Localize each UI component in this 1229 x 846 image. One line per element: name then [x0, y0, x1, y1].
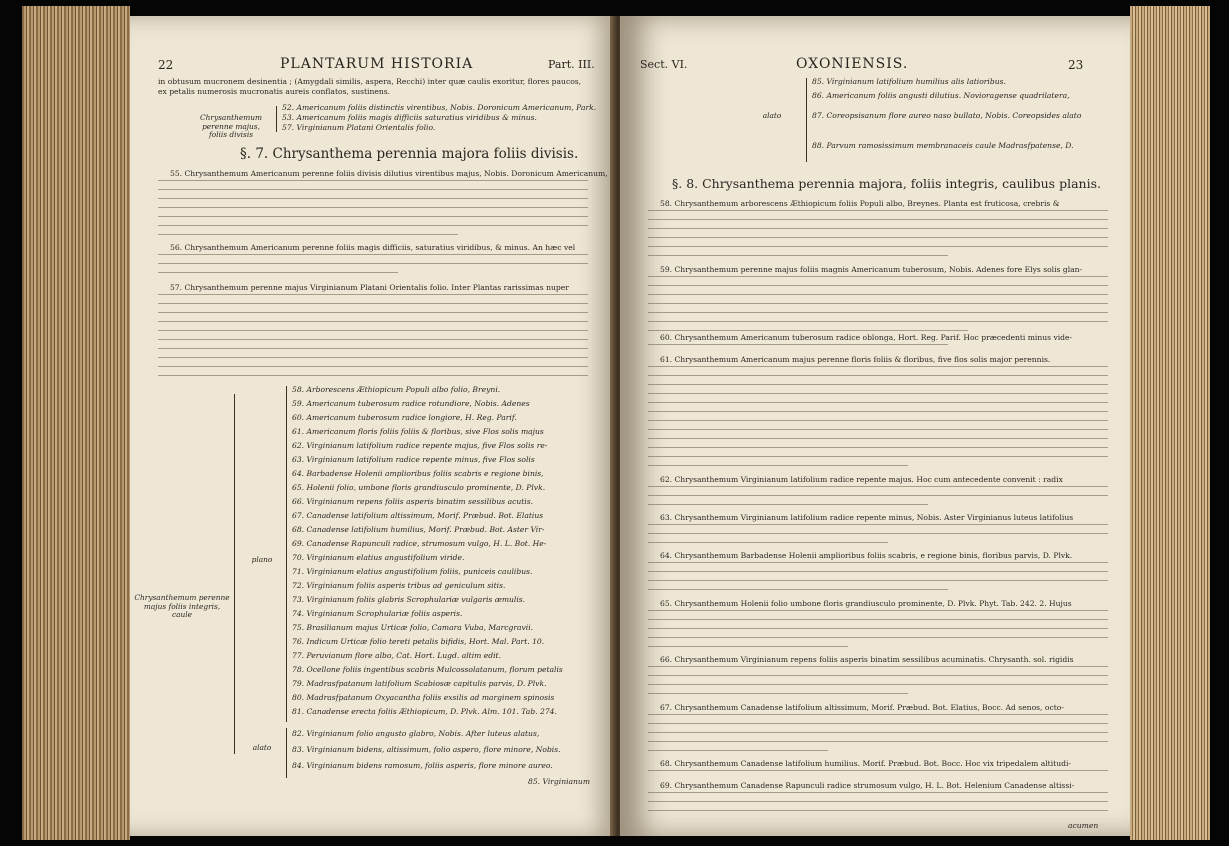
entry-head: 64. Chrysanthemum Barbadense Holenii amplioribus foliis scabris, e regione binis, floribus parvis, D. Plvk.: [660, 551, 1073, 560]
list-item: 82. Virginianum folio angusto glabro, Nobis. After luteus alatus,: [292, 729, 540, 738]
entry-head: 56. Chrysanthemum Americanum perenne foliis magis difficiis, saturatius viridibus, & minus. An hæc vel: [170, 243, 576, 252]
catchword: acumen: [1068, 821, 1099, 830]
running-head: OXONIENSIS.: [796, 56, 909, 72]
entry-head: 69. Chrysanthemum Canadense Rapunculi radice strumosum vulgo, H. L. Bot. Helenium Canadense altissi-: [660, 781, 1075, 790]
entry-head: 55. Chrysanthemum Americanum perenne foliis divisis dilutius virentibus majus, Nobis. Doronicum Americanum,: [170, 169, 608, 178]
entry-head: 68. Chrysanthemum Canadense latifolium humilius. Morif. Præbud. Bot. Bocc. Hoc vix tripedalem altitudi-: [660, 759, 1071, 768]
alato-label: alato: [252, 743, 272, 752]
list-item: 60. Americanum tuberosum radice longiore, H. Reg. Parif.: [292, 413, 517, 422]
alato-brace: [806, 78, 807, 162]
plano-label: plano: [251, 555, 273, 564]
list-item: 78. Ocellone foliis ingentibus scabris Mulcossolatanum, florum petalis: [292, 665, 563, 674]
page-number: 23: [1068, 58, 1084, 72]
list-item: 87. Coreopsisanum flore aureo naso bullato, Nobis. Coreopsides alato: [812, 111, 1082, 120]
list-item: 79. Madrasfpatanum latifolium Scabiosæ capitulis parvis, D. Plvk.: [292, 679, 547, 688]
group-label: Chrysanthemum perenne majus, foliis divisis: [200, 113, 262, 140]
entry-head: 60. Chrysanthemum Americanum tuberosum radice oblonga, Hort. Reg. Parif. Hoc præcedenti minus vide-: [660, 333, 1073, 342]
group-entry: 52. Americanum foliis distinctis virentibus, Nobis. Doronicum Americanum, Park.: [282, 103, 597, 112]
right-page: [620, 16, 1130, 836]
list-item: 62. Virginianum latifolium radice repente majus, five Flos solis re-: [292, 441, 548, 450]
left-page: [130, 16, 618, 836]
list-item: 69. Canadense Rapunculi radice, strumosum vulgo, H. L. Bot. He-: [292, 539, 547, 548]
entry-head: 62. Chrysanthemum Virginianum latifolium radice repente majus. Hoc cum antecedente convenit : radix: [660, 475, 1063, 484]
entry-head: 63. Chrysanthemum Virginianum latifolium radice repente minus, Nobis. Aster Virginianus luteus latifolius: [660, 513, 1074, 522]
intro-line: ex petalis numerosis mucronatis aureis conflatos, sustinens.: [158, 87, 391, 96]
list-item: 76. Indicum Urticæ folio tereti petalis bifidis, Hort. Mal. Part. 10.: [292, 637, 545, 646]
right-page-edges: [1130, 6, 1210, 840]
list-item: 63. Virginianum latifolium radice repente minus, five Flos solis: [292, 455, 535, 464]
plano-brace: [286, 386, 287, 722]
list-item: 83. Virginianum bidens, altissimum, folio aspero, flore minore, Nobis.: [292, 745, 561, 754]
page-number: 22: [158, 58, 174, 72]
list-item: 73. Virginianum foliis glabris Scrophulariæ vulgaris æmulis.: [292, 595, 526, 604]
list-item: 80. Madrasfpatanum Oxyacantha foliis exsilis ad marginem spinosis: [292, 693, 555, 702]
list-item: 77. Peruvianum flore albo, Cat. Hort. Lugd. altim edit.: [292, 651, 502, 660]
section-title: §. 7. Chrysanthema perennia majora foliis divisis.: [240, 146, 579, 162]
list-item: 75. Brasilianum majus Urticæ folio, Camara Vuba, Marcgravii.: [292, 623, 534, 632]
group-entry: 53. Americanum foliis magis difficiis saturatius viridibus & minus.: [282, 113, 537, 122]
entry-head: 65. Chrysanthemum Holenii folio umbone floris grandiusculo prominente, D. Plvk. Phyt. Tab. 242. 2. Hujus: [660, 599, 1072, 608]
running-head: PLANTARUM HISTORIA: [280, 56, 474, 72]
list-item: 71. Virginianum elatius angustifolium foliis, puniceis caulibus.: [292, 567, 533, 576]
list-item: 59. Americanum tuberosum radice rotundiore, Nobis. Adenes: [292, 399, 530, 408]
catchword: 85. Virginianum: [528, 777, 591, 786]
list-item: 58. Arborescens Æthiopicum Populi albo folio, Breyni.: [292, 385, 501, 394]
list-item: 68. Canadense latifolium humilius, Morif. Præbud. Bot. Aster Vir-: [292, 525, 545, 534]
list-item: 67. Canadense latifolium altissimum, Morif. Præbud. Bot. Elatius: [292, 511, 544, 520]
left-page-edges: [22, 6, 130, 840]
part-label: Part. III.: [548, 58, 595, 71]
group-entry: 57. Virginianum Platani Orientalis folio.: [282, 123, 436, 132]
list-item: 61. Americanum floris foliis foliis & floribus, sive Flos solis majus: [292, 427, 544, 436]
open-book: [22, 6, 1210, 840]
list-item: 70. Virginianum elatius angustifolium viride.: [292, 553, 465, 562]
list-item: 66. Virginianum repens foliis asperis binatim sessilibus acutis.: [292, 497, 534, 506]
list-item: 74. Virginianum Scrophulariæ foliis asperis.: [292, 609, 463, 618]
group-brace: [276, 106, 277, 132]
list-item: 88. Parvum ramosissimum membranaceis caule Madrasfpatense, D.: [812, 141, 1074, 150]
entry-head: 67. Chrysanthemum Canadense latifolium altissimum, Morif. Præbud. Bot. Elatius, Bocc. Ad senos, octo-: [660, 703, 1064, 712]
list-item: 64. Barbadense Holenii amplioribus foliis scabris e regione binis,: [292, 469, 544, 478]
section-label: Sect. VI.: [640, 58, 688, 71]
list-item: 84. Virginianum bidens ramosum, foliis asperis, flore minore aureo.: [292, 761, 553, 770]
list-item: 85. Virginianum latifolium humilius alis latioribus.: [812, 77, 1006, 86]
alato-label: alato: [762, 111, 782, 120]
entry-head: 58. Chrysanthemum arborescens Æthiopicum foliis Populi albo, Breynes. Planta est fruticosa, crebris &: [660, 199, 1060, 208]
entry-head: 59. Chrysanthemum perenne majus foliis magnis Americanum tuberosum, Nobis. Adenes fore Elys solis glan-: [660, 265, 1083, 274]
main-group-label: Chrysanthemum perenne majus foliis integris, caule: [134, 593, 230, 620]
list-item: 72. Virginianum foliis asperis tribus ad geniculum sitis.: [292, 581, 506, 590]
list-item: 86. Americanum foliis angusti dilutius. Novioragense quadrilatera,: [812, 91, 1070, 100]
intro-line: in obtusum mucronem desinentia ; (Amygdali similis, aspera, Recchi) inter quæ caulis exoritur, flores paucos,: [158, 77, 582, 86]
list-item: 65. Holenii folio, umbone floris grandiusculo prominente, D. Plvk.: [292, 483, 546, 492]
alato-brace: [286, 728, 287, 778]
main-group-brace: [234, 394, 235, 754]
section-title: §. 8. Chrysanthema perennia majora, foliis integris, caulibus planis.: [672, 176, 1101, 191]
entry-head: 57. Chrysanthemum perenne majus Virginianum Platani Orientalis folio. Inter Plantas rarissimas nuper: [170, 283, 569, 292]
list-item: 81. Canadense erecta foliis Æthiopicum, D. Plvk. Alm. 101. Tab. 274.: [292, 707, 557, 716]
entry-head: 61. Chrysanthemum Americanum majus perenne floris foliis & floribus, five flos solis major perennis.: [660, 355, 1051, 364]
entry-head: 66. Chrysanthemum Virginianum repens foliis asperis binatim sessilibus acuminatis. Chrysanth. sol. rigidis: [660, 655, 1074, 664]
